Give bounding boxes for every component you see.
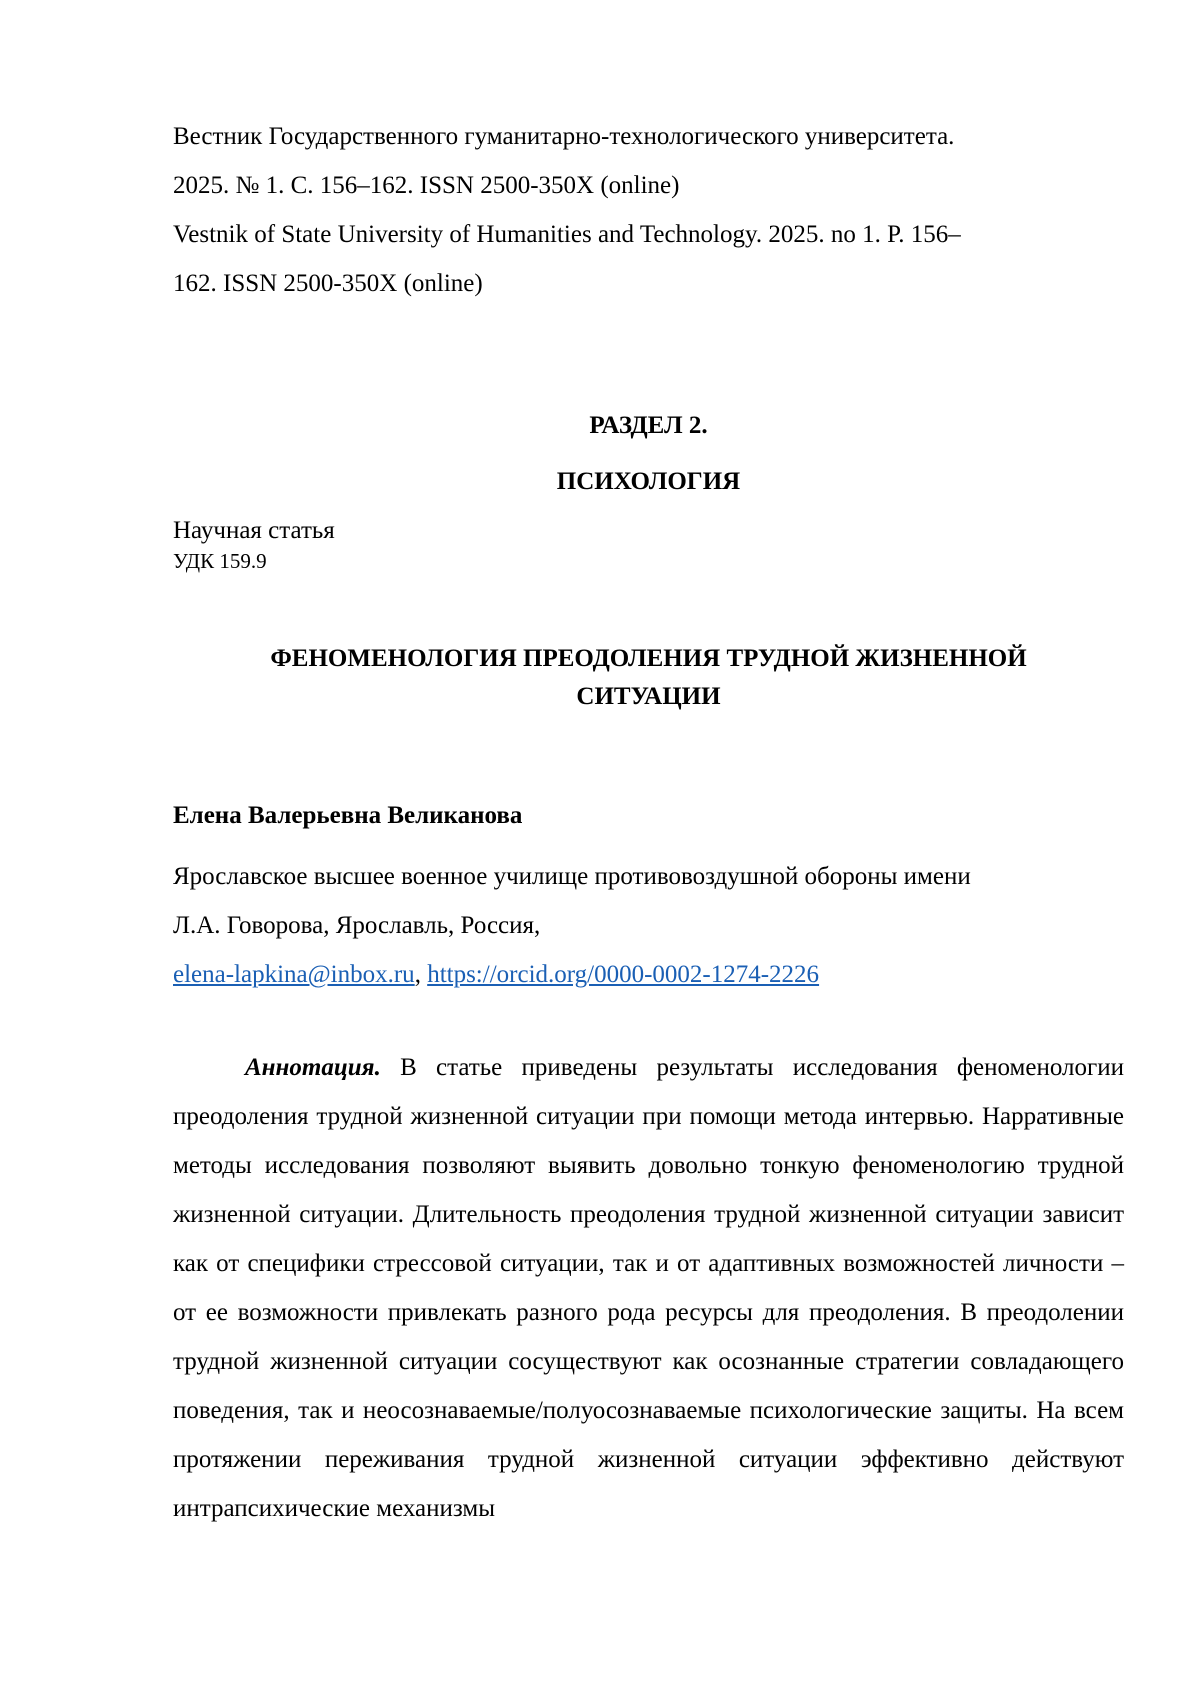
udk-code: УДК 159.9 [173,547,1124,575]
article-title [173,640,1124,716]
abstract [173,1043,1124,1533]
citation-line-2: 2025. № 1. С. 156–162. ISSN 2500-350X (online) [173,161,1124,210]
author-name: Елена Валерьевна Великанова [173,796,1124,836]
abstract-text: В статье приведены результаты исследования феноменологии преодоления трудной жизненной ситуации при помощи метода интервью. Нарративные методы исследования позволяют выявить довольно тонкую феноменологию трудной жизненной ситуации. Длительность преодоления трудной жизненной ситуации зависит как от специфики стрессовой ситуации, так и от адаптивных возможностей личности – от ее возможности привлекать разного рода ресурсы для преодоления. В преодолении трудной жизненной ситуации сосуществуют как осознанные стратегии совладающего поведения, так и неосознаваемые/полуосознаваемые психологические защиты. На всем протяжении переживания трудной жизненной ситуации эффективно действуют интрапсихические механизмы [173,1054,1124,1522]
author-contacts [173,950,1124,999]
citation-line-4: 162. ISSN 2500-350X (online) [173,259,1124,308]
affiliation-line-1: Ярославское высшее военное училище противовоздушной обороны имени [173,852,1124,901]
journal-citation [173,112,1124,308]
abstract-label: Аннотация. [245,1054,381,1081]
contact-separator: , [415,961,421,988]
section-number: РАЗДЕЛ 2. [173,398,1124,454]
article-type: Научная статья [173,515,1124,547]
document-page [0,0,1200,1697]
article-title-line-2: СИТУАЦИИ [173,678,1124,716]
abstract-paragraph [173,1043,1124,1533]
section-name: ПСИХОЛОГИЯ [173,454,1124,510]
article-title-line-1: ФЕНОМЕНОЛОГИЯ ПРЕОДОЛЕНИЯ ТРУДНОЙ ЖИЗНЕННОЙ [173,640,1124,678]
citation-line-3: Vestnik of State University of Humanities and Technology. 2025. no 1. P. 156– [173,210,1124,259]
author-affiliation [173,852,1124,999]
email-link[interactable]: elena-lapkina@inbox.ru [173,961,415,988]
citation-line-1: Вестник Государственного гуманитарно-технологического университета. [173,112,1124,161]
section-heading [173,398,1124,510]
article-meta [173,515,1124,575]
affiliation-line-2: Л.А. Говорова, Ярославль, Россия, [173,901,1124,950]
orcid-link[interactable]: https://orcid.org/0000-0002-1274-2226 [427,961,819,988]
